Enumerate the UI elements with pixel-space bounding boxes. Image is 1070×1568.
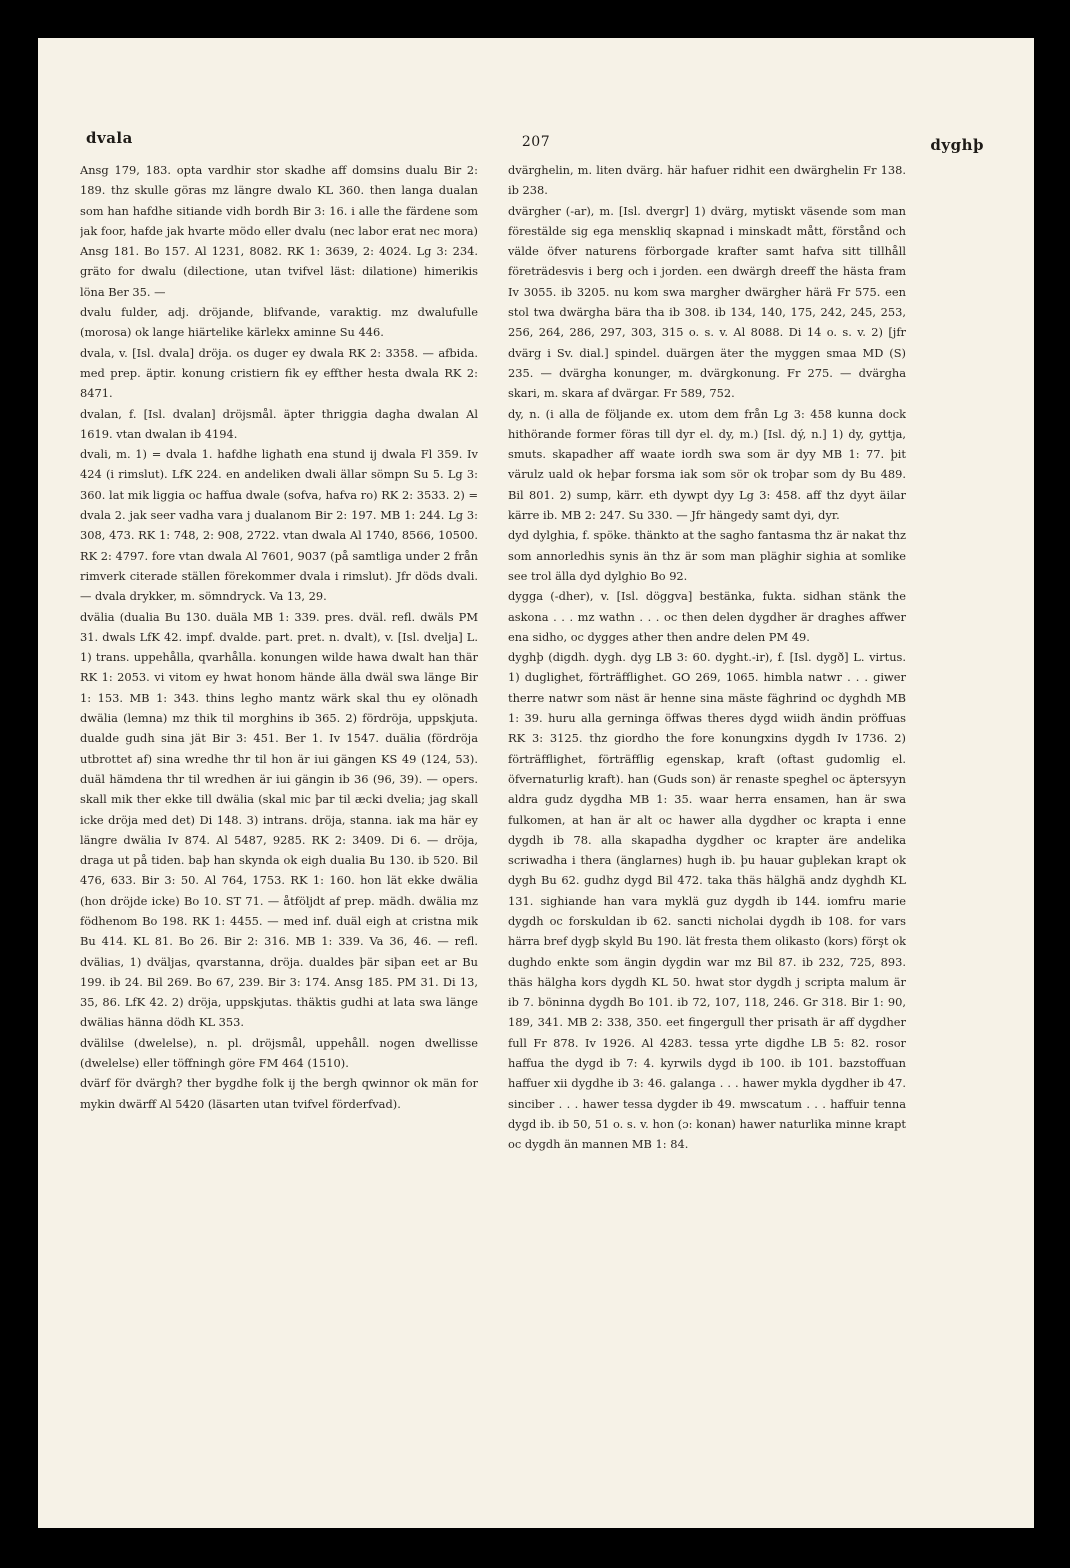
entry: dvälia (dualia Bu 130. duäla MB 1: 339. pres. dväl. refl. dwäls PM 31. dwals LfK 42. impf. dvalde. part. pret. n. dvalt), v. [Isl. dvelja] L. 1) trans. uppehålla, qvarhålla. konungen wilde hawa dwalt han thär RK 1: 2053. vi vitom ey hwat honom hände älla dwäl swa länge Bir 1: 153. MB 1: 343. thins legho mantz wärk skal thu ey olönadh dwälia (lemna) mz thik til morghins ib 365. 2) fördröja, uppskjuta. dualde gudh sina jät Bir 3: 451. Ber 1. Iv 1547. duälia (fördröja utbrottet af) sina wredhe thr til hon är iui gängen KS 49 (124, 53). duäl hämdena thr til wredhen är iui gängin ib 36 (96, 39). — opers. skall mik ther ekke till dwälia (skal mic þar til æcki dvelia; jag skall icke dröja med det) Di 148. 3) intrans. dröja, stanna. iak ma här ey längre dwälia Iv 874. Al 5487, 9285. RK 2: 3409. Di 6. — dröja, draga ut på tiden. baþ han skynda ok eigh dualia Bu 130. ib 520. Bil 476, 633. Bir 3: 50. Al 764, 1753. RK 1: 160. hon lät ekke dwälia (hon dröjde icke) Bo 10. ST 71. — åtföljdt af prep. mädh. dwälia mz födhenom Bo 198. RK 1: 4455. — med inf. duäl eigh at cristna mik Bu 414. KL 81. Bo 26. Bir 2: 316. MB 1: 339. Va 36, 46. — refl. dvälias, 1) dväljas, qvarstanna, dröja. dualdes þär siþan eet ar Bu 199. ib 24. Bil 269. Bo 67, 239. Bir 3: 174. Ansg 185. PM 31. Di 13, 35, 86. LfK 42. 2) dröja, uppskjutas. thäktis gudhi at lata swa länge dwälias hänna dödh KL 353. (80, 609, 478, 1030)
left-column (80, 160, 478, 1500)
dictionary-page (38, 38, 1034, 1528)
entry: dvali, m. 1) = dvala 1. hafdhe lighath ena stund ij dwala Fl 359. Iv 424 (i rimslut). LfK 224. en andeliken dwali ällar sömpn Su 5. Lg 3: 360. lat mik liggia oc haffua dwale (sofva, hafva ro) RK 2: 3533. 2) = dvala 2. jak seer vadha vara j dualanom Bir 2: 197. MB 1: 244. Lg 3: 308, 473. RK 1: 748, 2: 908, 2722. vtan dwala Al 1740, 8566, 10500. RK 2: 4797. fore vtan dwala Al 7601, 9037 (på samtliga under 2 från rimverk citerade ställen förekommer dvala i rimslut). Jfr döds dvali. — dvala drykker, m. sömndryck. Va 13, 29. (80, 447, 478, 604)
entry: dvärgher (-ar), m. [Isl. dvergr] 1) dvärg, mytiskt väsende som man förestälde sig ega menskliq skapnad i minskadt mått, förstånd och välde öfver naturens förborgade krafter samt hafva sitt tillhåll företrädesvis i berg och i jorden. een dwärgh dreeff the hästa fram Iv 3055. ib 3205. nu kom swa margher dwärgher härä Fr 575. een stol twa dwärgha bära tha ib 308. ib 134, 140, 175, 242, 245, 253, 256, 264, 286, 297, 303, 315 o. s. v. Al 8088. Di 14 o. s. v. 2) [jfr dvärg i Sv. dial.] spindel. duärgen äter the myggen smaa MD (S) 235. — dvärgha konunger, m. dvärgkonung. Fr 275. — dvärgha skari, m. skara af dvärgar. Fr 589, 752. (508, 203, 906, 401)
entry: dvälilse (dwelelse), n. pl. dröjsmål, uppehåll. nogen dwellisse (dwelelse) eller töffningh göre FM 464 (1510). (80, 1035, 478, 1071)
entry: dyd dylghia, f. spöke. thänkto at the sagho fantasma thz är nakat thz som annorledhis synis än thz är som man pläghir sighia at somlike see trol älla dyd dylghio Bo 92. (508, 528, 906, 583)
entry: dvärf för dvärgh? ther bygdhe folk ij the bergh qwinnor ok män for mykin dwärff Al 5420 (läsarten utan tvifvel förderfvad). (80, 1076, 478, 1111)
entry: dvalu fulder, adj. dröjande, blifvande, varaktig. mz dwalufulle (morosa) ok lange hiärtelike kärlekx aminne Su 446. (80, 305, 478, 340)
right-column (508, 160, 906, 1500)
entry: dvalan, f. [Isl. dvalan] dröjsmål. äpter thriggia dagha dwalan Al 1619. vtan dwalan ib 4194. (80, 406, 478, 441)
scan-registration-mark-top-right (1036, 14, 1056, 34)
entry: dy, n. (i alla de följande ex. utom dem från Lg 3: 458 kunna dock hithörande former föras till dyr el. dy, m.) [Isl. dý, n.] 1) dy, gyttja, smuts. skapadher aff waate iordh swa som är dyy MB 1: 77. þit värulz uald ok heþar forsma iak som sör ok troþar som dy Bu 489. Bil 801. 2) sump, kärr. eth dywpt dyy Lg 3: 458. aff thz dyyt äilar kärre ib. MB 2: 247. Su 330. — Jfr hängedy samt dyi, dyr. (508, 406, 906, 523)
page-number: 207 (521, 134, 551, 150)
entry: dvärghelin, m. liten dvärg. här hafuer ridhit een dwärghelin Fr 138. ib 238. (508, 163, 906, 198)
entry: dvala, v. [Isl. dvala] dröja. os duger ey dwala RK 2: 3358. — afbida. med prep. äptir. konung cristiern fik ey effther hesta dwala RK 2: 8471. (80, 345, 478, 401)
entry: dyghþ (digdh. dygh. dyg LB 3: 60. dyght.-ir), f. [Isl. dygð] L. virtus. 1) duglighet, förträfflighet. GO 269, 1065. himbla natwr . . . giwer therre natwr som näst är henne sina mäste fäghrind oc dyghdh MB 1: 39. huru alla gerninga öffwas theres dygd wiidh ändin pröffuas RK 3: 3125. thz giordho the fore konungxins dygdh Iv 1736. 2) förträfflighet, förträfflig egenskap, kraft (oftast gudomlig el. öfvernaturlig kraft). han (Guds son) är renaste speghel oc äptersyyn aldra gudz dygdha MB 1: 35. waar herra ensamen, han är swa fulkomen, at han är alt oc hawer alla dygdher oc krapta i enne dygdh ib 78. alla skapadha dygdher oc krapter äre andelika scriwadha i thera (änglarnes) hugh ib. þu hauar guþlekan krapt ok dygh Bu 62. gudhz dygd Bil 472. taka thäs hälghä andz dyghdh KL 131. sighiande han vara myklä guz dygdh ib 144. iomfru marie dygdh oc forskuldan ib 62. sancti nicholai dygdh ib 108. for vars härra bref dygþ skyld Bu 190. lät fresta them olikasto (kors) förşt ok dughdo enkte som ängin dygdin war mz Bil 87. ib 232, 725, 893. thäs hälgha kors dygdh KL 50. hwat stor dygdh j scripta malum är ib 7. böninna dygdh Bo 101. ib 72, 107, 118, 246. Gr 318. Bir 1: 90, 189, 341. MB 2: 338, 350. eet fingergull ther prisath är aff dygdher full Fr 878. Iv 1926. Al 4283. tessa yrte digdhe LB 5: 82. rosor haffua the dygd ib 7: 4. kyrwils dygd ib 100. ib 101. bazstoffuan haffuer xii dygdhe ib 3: 46. galanga . . . hawer mykla dygdher ib 47. sinciber . . . hawer tessa dygder ib 49. mwscatum . . . haffuir tenna dygd ib. ib 50, 51 o. s. v. hon (ɔ: konan) hawer naturlika minne krapt oc dygdh än mannen MB 1: 84. (508, 650, 906, 1152)
running-head-right: dyghþ (930, 136, 984, 154)
scan-registration-mark-top-left (14, 14, 34, 34)
entry: Ansg 179, 183. opta vardhir stor skadhe aff domsins dualu Bir 2: 189. thz skulle göras mz längre dwalo KL 360. then langa dualan som han hafdhe sitiande vidh bordh Bir 3: 16. i alle the färdene som jak foor, hafde jak hvarte mödo eller dvalu (nec labor erat nec mora) Ansg 181. Bo 157. Al 1231, 8082. RK 1: 3639, 2: 4024. Lg 3: 234. gräto for dwalu (dilectione, utan tvifvel läst: dilatione) himerikis löna Ber 35. — (80, 163, 478, 299)
entry: dygga (-dher), v. [Isl. döggva] bestänka, fukta. sidhan stänk the askona . . . mz wathn . . . oc then delen dygdher är draghes affwer ena sidho, oc dygges ather then andre delen PM 49. (508, 589, 906, 644)
running-head-left: dvala (86, 129, 133, 147)
